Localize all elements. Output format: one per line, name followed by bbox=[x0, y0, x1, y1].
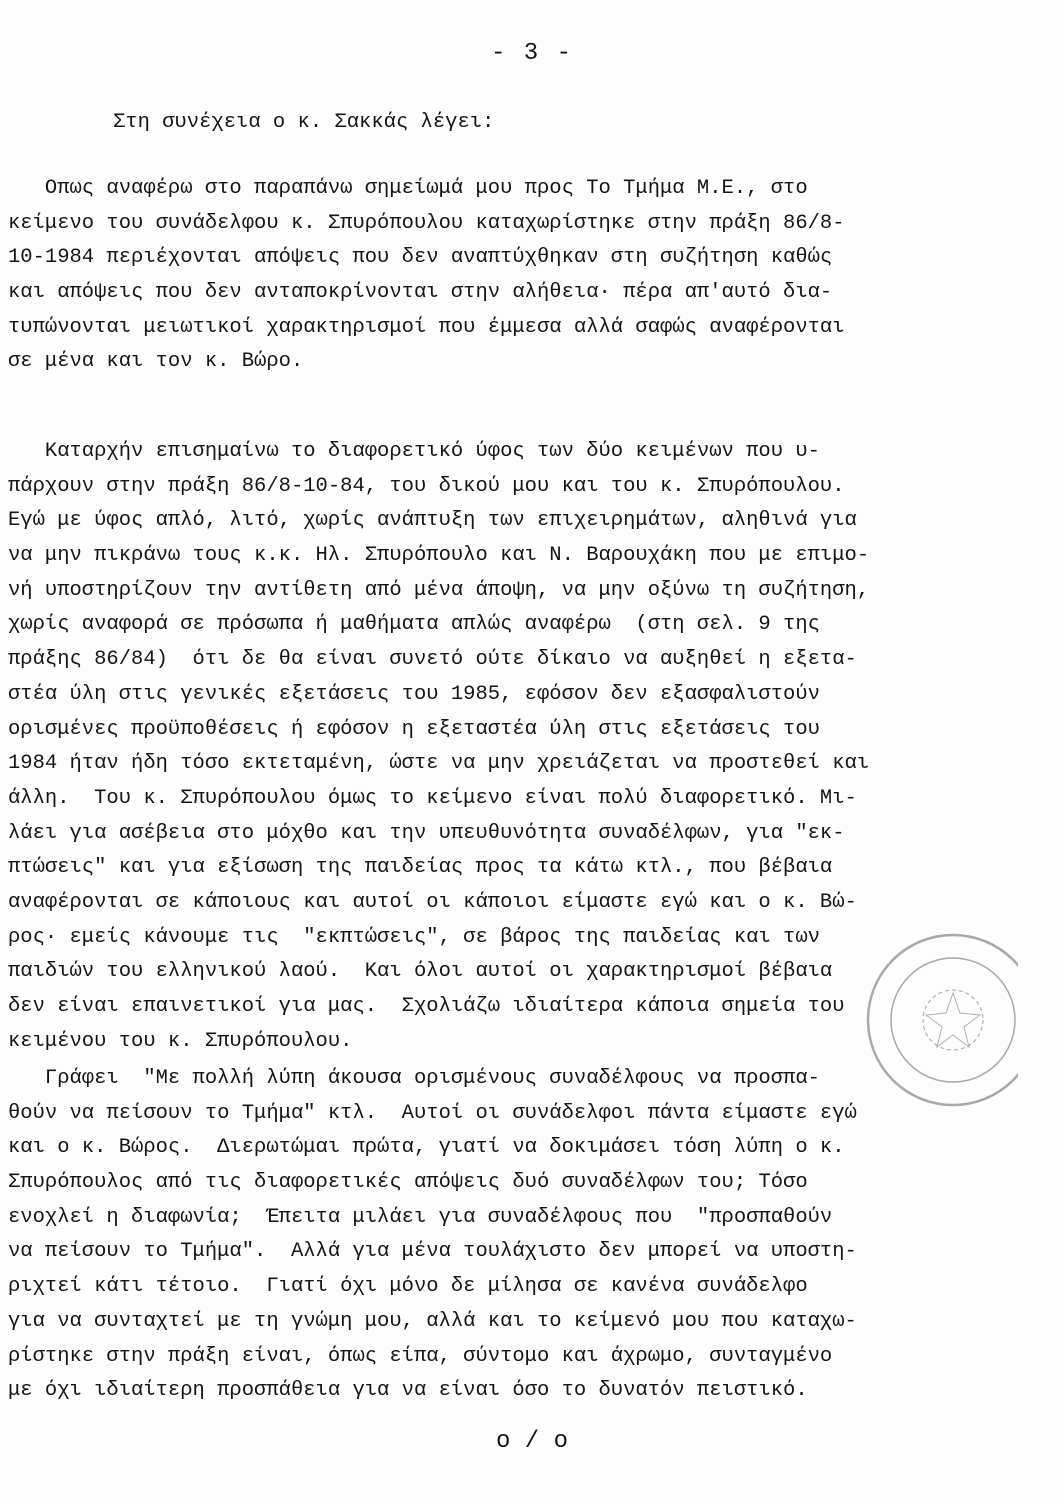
text-line: κειμένου του κ. Σπυρόπουλου. bbox=[8, 1029, 353, 1053]
paragraph-3 bbox=[8, 1062, 1058, 1409]
text-line: Καταρχήν επισημαίνω το διαφορετικό ύφος των δύο κειμένων που υ- bbox=[8, 440, 820, 463]
text-line: χωρίς αναφορά σε πρόσωπα ή μαθήματα απλώς αναφέρω (στη σελ. 9 της bbox=[8, 613, 820, 637]
text-line: και απόψεις που δεν ανταποκρίνονται στην αλήθεια· πέρα απ'αυτό δια- bbox=[8, 281, 833, 305]
text-line: 1984 ήταν ήδη τόσο εκτεταμένη, ώστε να μην χρειάζεται να προστεθεί και bbox=[8, 752, 870, 776]
text-line: να πείσουν το Τμήμα". Αλλά για μένα τουλάχιστο δεν μπορεί να υποστη- bbox=[8, 1240, 857, 1264]
text-line: θούν να πείσουν το Τμήμα" κτλ. Αυτοί οι συνάδελφοι πάντα είμαστε εγώ bbox=[8, 1101, 857, 1125]
text-line: ριχτεί κάτι τέτοιο. Γιατί όχι μόνο δε μίλησα σε κανένα συνάδελφο bbox=[8, 1275, 808, 1299]
text-line: να μην πικράνω τους κ.κ. Ηλ. Σπυρόπουλο και Ν. Βαρουχάκη που με επιμο- bbox=[8, 544, 870, 568]
intro-line: Στη συνέχεια ο κ. Σακκάς λέγει: bbox=[113, 111, 495, 134]
text-line: κείμενο του συνάδελφου κ. Σπυρόπουλου καταχωρίστηκε στην πράξη 86/8- bbox=[8, 211, 845, 235]
text-line: πτώσεις" και για εξίσωση της παιδείας προς τα κάτω κτλ., που βέβαια bbox=[8, 856, 833, 880]
text-line: τυπώνονται μειωτικοί χαρακτηρισμοί που έμμεσα αλλά σαφώς αναφέρονται bbox=[8, 315, 845, 339]
text-line: ορισμένες προϋποθέσεις ή εφόσον η εξεταστέα ύλη στις εξετάσεις του bbox=[8, 717, 820, 741]
intro-block bbox=[8, 106, 1058, 141]
text-line: και ο κ. Βώρος. Διερωτώμαι πρώτα, γιατί να δοκιμάσει τόση λύπη ο κ. bbox=[8, 1136, 845, 1160]
text-line: σε μένα και τον κ. Βώρο. bbox=[8, 350, 304, 374]
text-line: πάρχουν στην πράξη 86/8-10-84, του δικού μου και του κ. Σπυρόπουλου. bbox=[8, 474, 845, 498]
text-line: Γράφει "Με πολλή λύπη άκουσα ορισμένους συναδέλφους να προσπα- bbox=[8, 1067, 820, 1090]
text-line: Εγώ με ύφος απλό, λιτό, χωρίς ανάπτυξη των επιχειρημάτων, αληθινά για bbox=[8, 509, 857, 533]
text-line: Σπυρόπουλος από τις διαφορετικές απόψεις δυό συναδέλφων του; Τόσο bbox=[8, 1171, 808, 1195]
page-number: - 3 - bbox=[490, 40, 573, 67]
text-line: 10-1984 περιέχονται απόψεις που δεν αναπτύχθηκαν στη συζήτηση καθώς bbox=[8, 246, 833, 270]
text-line: στέα ύλη στις γενικές εξετάσεις του 1985, εφόσον δεν εξασφαλιστούν bbox=[8, 682, 820, 706]
text-line: Οπως αναφέρω στο παραπάνω σημείωμά μου προς Το Τμήμα Μ.Ε., στο bbox=[8, 177, 808, 200]
text-line: ενοχλεί η διαφωνία; Έπειτα μιλάει για συναδέλφους που "προσπαθούν bbox=[8, 1205, 833, 1229]
text-line: λάει για ασέβεια στο μόχθο και την υπευθυνότητα συναδέλφων, για "εκ- bbox=[8, 821, 845, 845]
text-line: ρος· εμείς κάνουμε τις "εκπτώσεις", σε βάρος της παιδείας και των bbox=[8, 925, 820, 949]
text-line: παιδιών του ελληνικού λαού. Και όλοι αυτοί οι χαρακτηρισμοί βέβαια bbox=[8, 960, 833, 984]
text-line: πράξης 86/84) ότι δε θα είναι συνετό ούτε δίκαιο να αυξηθεί η εξετα- bbox=[8, 648, 857, 672]
text-line: με όχι ιδιαίτερη προσπάθεια για να είναι όσο το δυνατόν πειστικό. bbox=[8, 1379, 808, 1403]
paragraph-2 bbox=[8, 435, 1058, 1059]
text-line: νή υποστηρίζουν την αντίθετη από μένα άποψη, να μην οξύνω τη συζήτηση, bbox=[8, 578, 870, 602]
continuation-mark: o / o bbox=[495, 1428, 568, 1455]
text-line: αναφέρονται σε κάποιους και αυτοί οι κάποιοι είμαστε εγώ και ο κ. Βώ- bbox=[8, 890, 857, 914]
paragraph-1 bbox=[8, 172, 1058, 380]
text-line: άλλη. Του κ. Σπυρόπουλου όμως το κείμενο είναι πολύ διαφορετικό. Μι- bbox=[8, 786, 857, 810]
text-line: ρίστηκε στην πράξη είναι, όπως είπα, σύντομο και άχρωμο, συνταγμένο bbox=[8, 1344, 833, 1368]
text-line: για να συνταχτεί με τη γνώμη μου, αλλά και το κείμενό μου που καταχω- bbox=[8, 1309, 857, 1333]
text-line: δεν είναι επαινετικοί για μας. Σχολιάζω ιδιαίτερα κάποια σημεία του bbox=[8, 995, 845, 1018]
